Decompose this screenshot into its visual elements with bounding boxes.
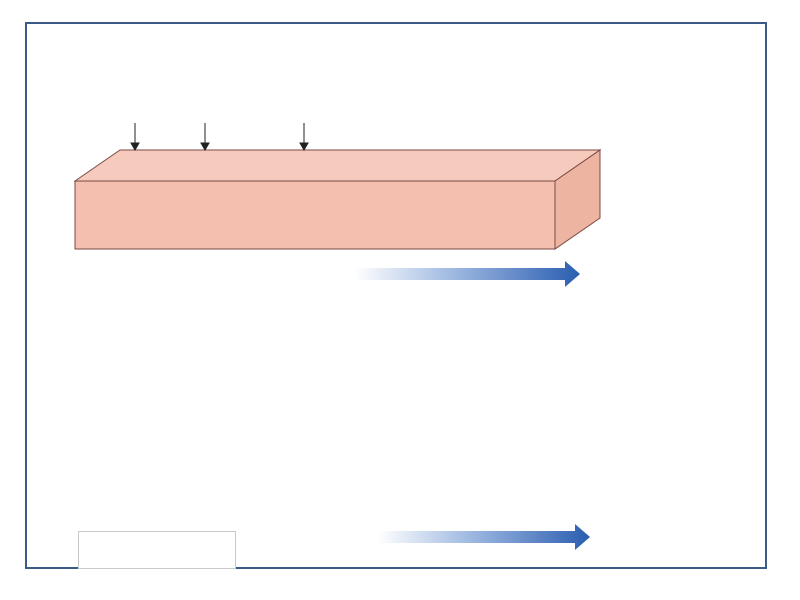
velocity-formula	[78, 531, 236, 569]
p-wave-block	[75, 150, 600, 249]
p-wave-front-face	[75, 181, 555, 249]
p-wave-direction-arrow	[355, 261, 580, 287]
label-pointers	[131, 123, 308, 150]
p-wave-top-face	[75, 150, 600, 181]
s-wave-direction-arrow	[378, 524, 590, 550]
